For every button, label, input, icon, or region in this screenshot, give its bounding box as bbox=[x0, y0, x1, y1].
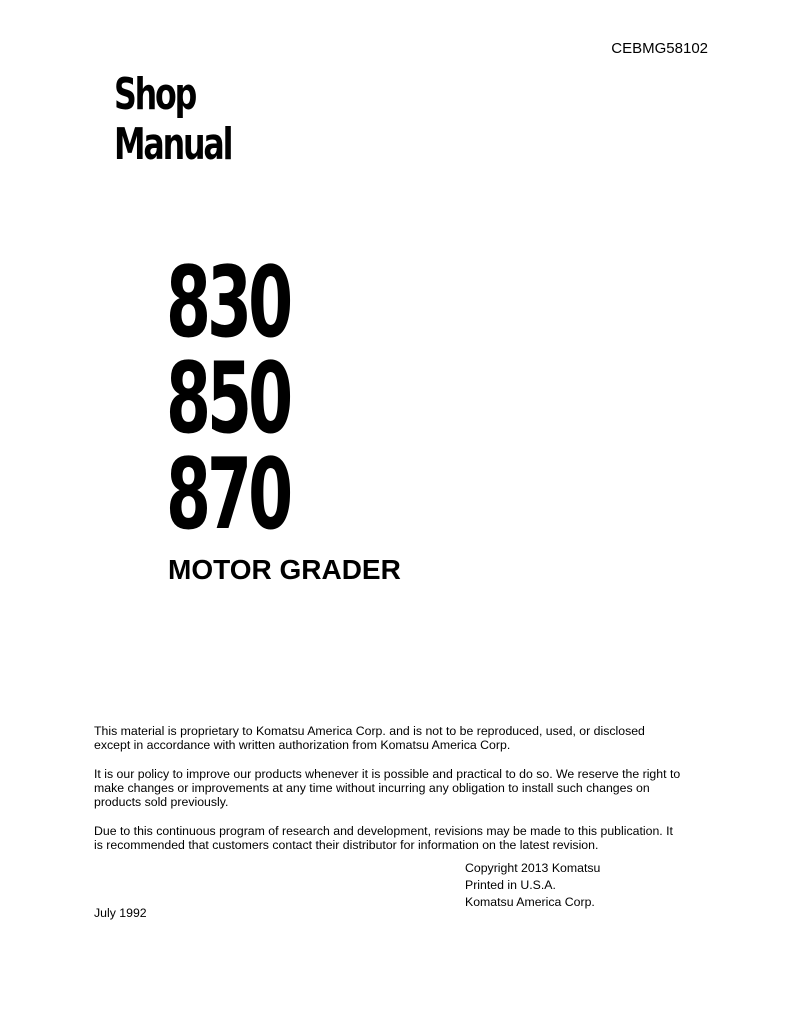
copyright-block bbox=[465, 860, 600, 911]
title-line-shop: Shop bbox=[114, 69, 196, 120]
notice-revisions: Due to this continuous program of research and development, revisions may be made to this publication. It is recommended that customers contact their distributor for information on the latest revision. bbox=[94, 824, 673, 852]
manual-title bbox=[114, 70, 277, 170]
legal-notices bbox=[94, 724, 684, 867]
model-number: 850 bbox=[166, 342, 290, 456]
product-type: MOTOR GRADER bbox=[168, 554, 401, 585]
notice-policy: It is our policy to improve our products whenever it is possible and practical to do so. We reserve the right to make changes or improvements at any time without incurring any obligation to install such changes on products sold previously. bbox=[94, 767, 681, 809]
title-line-manual: Manual bbox=[114, 119, 232, 170]
model-number: 830 bbox=[166, 246, 290, 360]
copyright-line: Copyright 2013 Komatsu bbox=[465, 861, 601, 875]
document-code: CEBMG58102 bbox=[611, 40, 708, 57]
model-number: 870 bbox=[166, 438, 290, 552]
model-numbers bbox=[166, 246, 353, 552]
company-line: Komatsu America Corp. bbox=[465, 895, 595, 909]
notice-proprietary: This material is proprietary to Komatsu America Corp. and is not to be reproduced, used, or disclosed except in accordance with written authorization from Komatsu America Corp. bbox=[94, 724, 645, 752]
publication-date: July 1992 bbox=[94, 906, 147, 920]
printed-in-line: Printed in U.S.A. bbox=[465, 878, 556, 892]
